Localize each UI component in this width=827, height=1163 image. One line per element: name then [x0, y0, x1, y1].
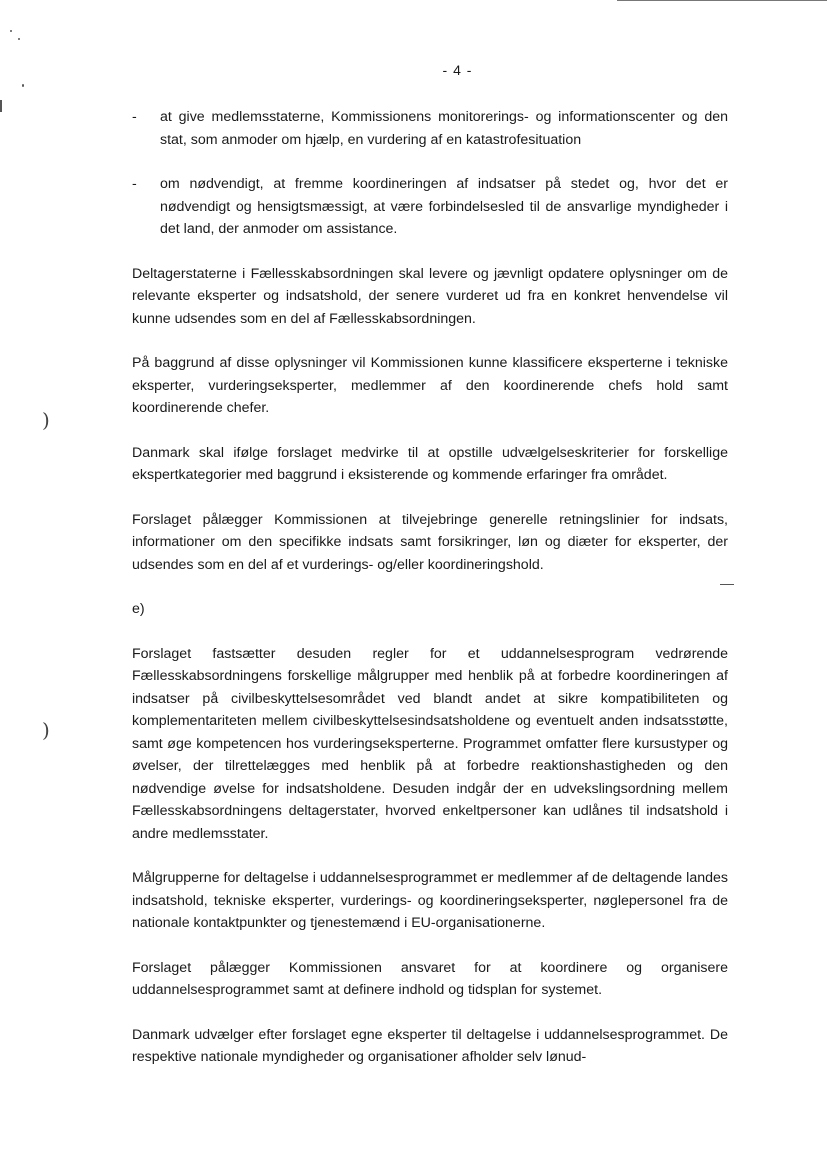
- scan-speck: [22, 84, 24, 87]
- bullet-item: [132, 173, 728, 241]
- paragraph: Danmark udvælger efter forslaget egne eksperter til deltagelse i uddannelsesprogrammet. De respektive nationale myndigheder og organisationer afholder selv lønud-: [132, 1026, 728, 1065]
- scan-speck: [10, 30, 12, 32]
- scan-speck: [18, 38, 20, 40]
- paragraph: Målgrupperne for deltagelse i uddannelsesprogrammet er medlemmer af de deltagende landes indsatshold, tekniske eksperter, vurderings- og koordineringseksperter, nøglepersonel fra de nationale kontaktpunkter og tjenestemænd i EU-organisationerne.: [132, 870, 728, 931]
- paragraph: På baggrund af disse oplysninger vil Kommissionen kunne klassificere eksperterne i tekniske eksperter, vurderingseksperter, medlemmer af den koordinerende chefs hold samt koordinerende chefer.: [132, 355, 728, 416]
- paragraph: Danmark skal ifølge forslaget medvirke til at opstille udvælgelseskriterier for forskellige ekspertkategorier med baggrund i eksisterende og kommende erfaringer fra området.: [132, 444, 728, 483]
- document-body: [132, 102, 728, 1069]
- paragraph: Deltagerstaterne i Fællesskabsordningen skal levere og jævnligt opdatere oplysninger om de relevante eksperter og indsatshold, der senere vurderet ud fra en konkret henvendelse vil kunne udsendes som en del af Fællesskabsordningen.: [132, 265, 728, 327]
- bullet-item: [132, 106, 728, 151]
- section-label: e): [132, 601, 145, 617]
- punch-hole-mark: ): [42, 718, 50, 742]
- paragraph: Forslaget pålægger Kommissionen at tilvejebringe generelle retningslinier for indsats, informationer om den specifikke indsats samt forsikringer, løn og diæter for eksperter, der udsendes som en del af et vurderings- og/eller koordineringshold.: [132, 511, 728, 573]
- bullet-text: om nødvendigt, at fremme koordineringen af indsatser på stedet og, hvor det er nødvendigt og hensigtsmæssigt, at være forbindelsesled til de ansvarlige myndigheder i det land, der anmoder om assistance.: [160, 176, 728, 237]
- bullet-text: at give medlemsstaterne, Kommissionens monitorerings- og informationscenter og den stat, som anmoder om hjælp, en vurdering af en katastrofesituation: [160, 109, 728, 148]
- bullet-dash: -: [132, 176, 137, 192]
- scan-edge-line: [617, 0, 827, 1]
- scan-mark: [0, 100, 2, 112]
- bullet-dash: -: [132, 109, 137, 125]
- page-number: - 4 -: [442, 62, 473, 78]
- punch-hole-mark: ): [42, 408, 50, 432]
- paragraph: Forslaget fastsætter desuden regler for et uddannelsesprogram vedrørende Fællesskabsordningens forskellige målgrupper med henblik på at forbedre koordineringen af indsatser på civilbeskyttelsesområdet ved blandt andet at sikre kompatibiliteten og komplementariteten mellem civilbeskyttelsesindsatsholdene og eventuelt anden indsatsstøtte, samt øge kompetencen hos vurderingseksperterne. Programmet omfatter flere kursustyper og øvelser, der tilrettelægges med henblik på at forbedre reaktionshastigheden og den nødvendige øvelse for indsatsholdene. Desuden indgår der en udvekslingsordning mellem Fællesskabsordningens deltagerstater, hvorved enkeltpersoner kan udlånes til indsatshold i andre medlemsstater.: [132, 645, 728, 842]
- paragraph: Forslaget pålægger Kommissionen ansvaret for at koordinere og organisere uddannelsesprogrammet samt at definere indhold og tidsplan for systemet.: [132, 959, 728, 998]
